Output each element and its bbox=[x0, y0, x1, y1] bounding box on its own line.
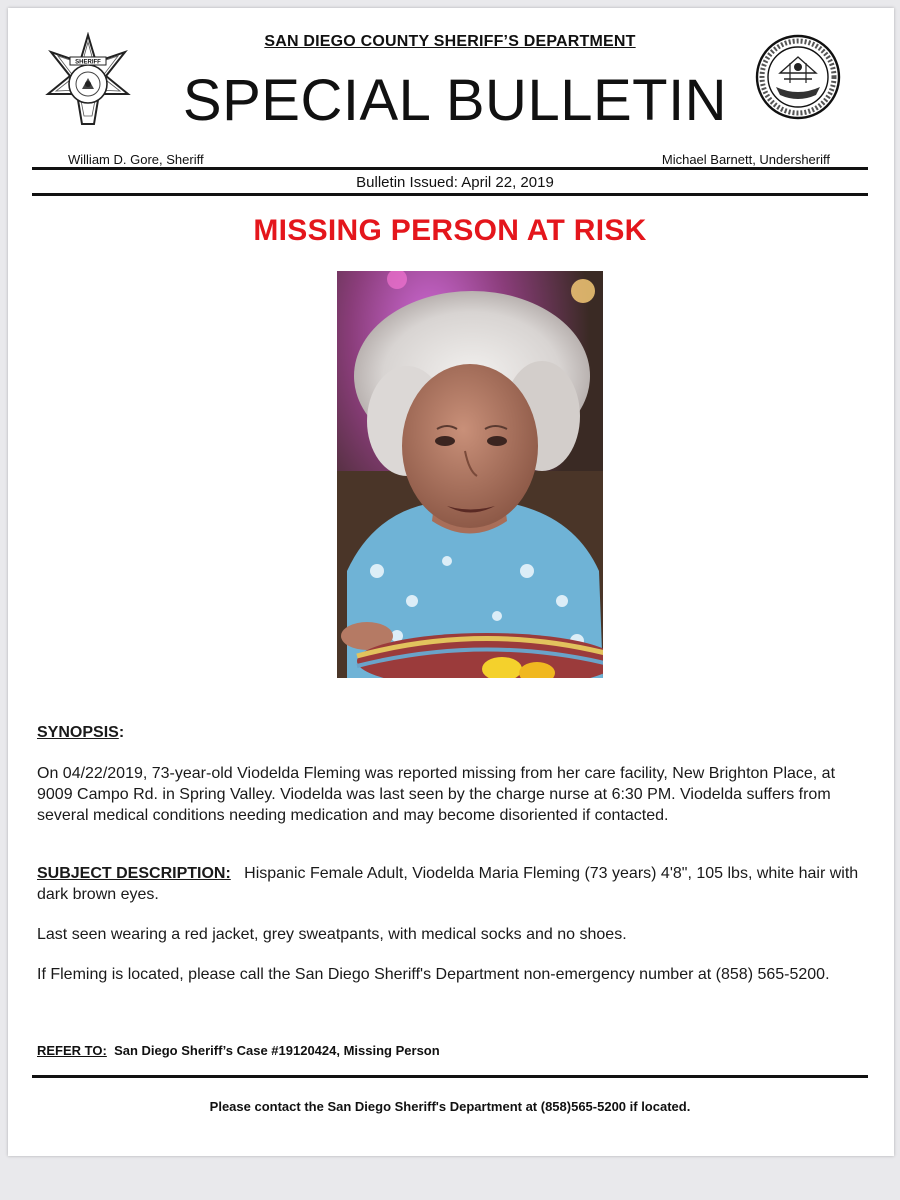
subject-description-text: Hispanic Female Adult, Viodelda Maria Fleming (73 years) 4'8", 105 lbs, white hair with dark brown eyes. bbox=[37, 865, 859, 903]
contact-paragraph: If Fleming is located, please call the San Diego Sheriff's Department non-emergency number at (858) 565-5200. bbox=[37, 966, 830, 983]
synopsis-label: SYNOPSIS bbox=[37, 724, 119, 741]
undersheriff-name: Michael Barnett, Undersheriff bbox=[661, 152, 830, 167]
clothing-description: Last seen wearing a red jacket, grey sweatpants, with medical socks and no shoes. bbox=[37, 926, 627, 943]
issued-date: Bulletin Issued: April 22, 2019 bbox=[356, 174, 554, 191]
footer-contact: Please contact the San Diego Sheriff's Department at (858)565-5200 if located. bbox=[209, 1099, 691, 1114]
sheriff-name: William D. Gore, Sheriff bbox=[68, 152, 204, 167]
header-divider-bottom bbox=[32, 193, 868, 196]
headline: MISSING PERSON AT RISK bbox=[253, 214, 647, 247]
footer-divider bbox=[32, 1075, 868, 1078]
refer-to-label: REFER TO: bbox=[37, 1043, 107, 1058]
synopsis-text: On 04/22/2019, 73-year-old Viodelda Fleming was reported missing from her care facility, New Brighton Place, at 9009 Campo Rd. in Spring Valley. Viodelda was last seen by the charge nurse at 6:30 PM. Viodelda suffers from several medical conditions needing medication and may become disoriented if contacted. bbox=[37, 765, 836, 824]
refer-to-case: San Diego Sheriff’s Case #19120424, Missing Person bbox=[114, 1043, 440, 1058]
department-name: SAN DIEGO COUNTY SHERIFF’S DEPARTMENT bbox=[264, 33, 636, 50]
header-divider-top bbox=[32, 167, 868, 170]
refer-to bbox=[37, 1043, 440, 1058]
svg-text:SHERIFF: SHERIFF bbox=[75, 59, 101, 66]
missing-person-photo bbox=[337, 271, 603, 678]
synopsis-heading bbox=[37, 722, 867, 743]
synopsis-colon: : bbox=[118, 724, 125, 741]
subject-description bbox=[37, 863, 867, 905]
bulletin-title: SPECIAL BULLETIN bbox=[182, 68, 728, 133]
subject-description-label: SUBJECT DESCRIPTION: bbox=[37, 865, 231, 882]
